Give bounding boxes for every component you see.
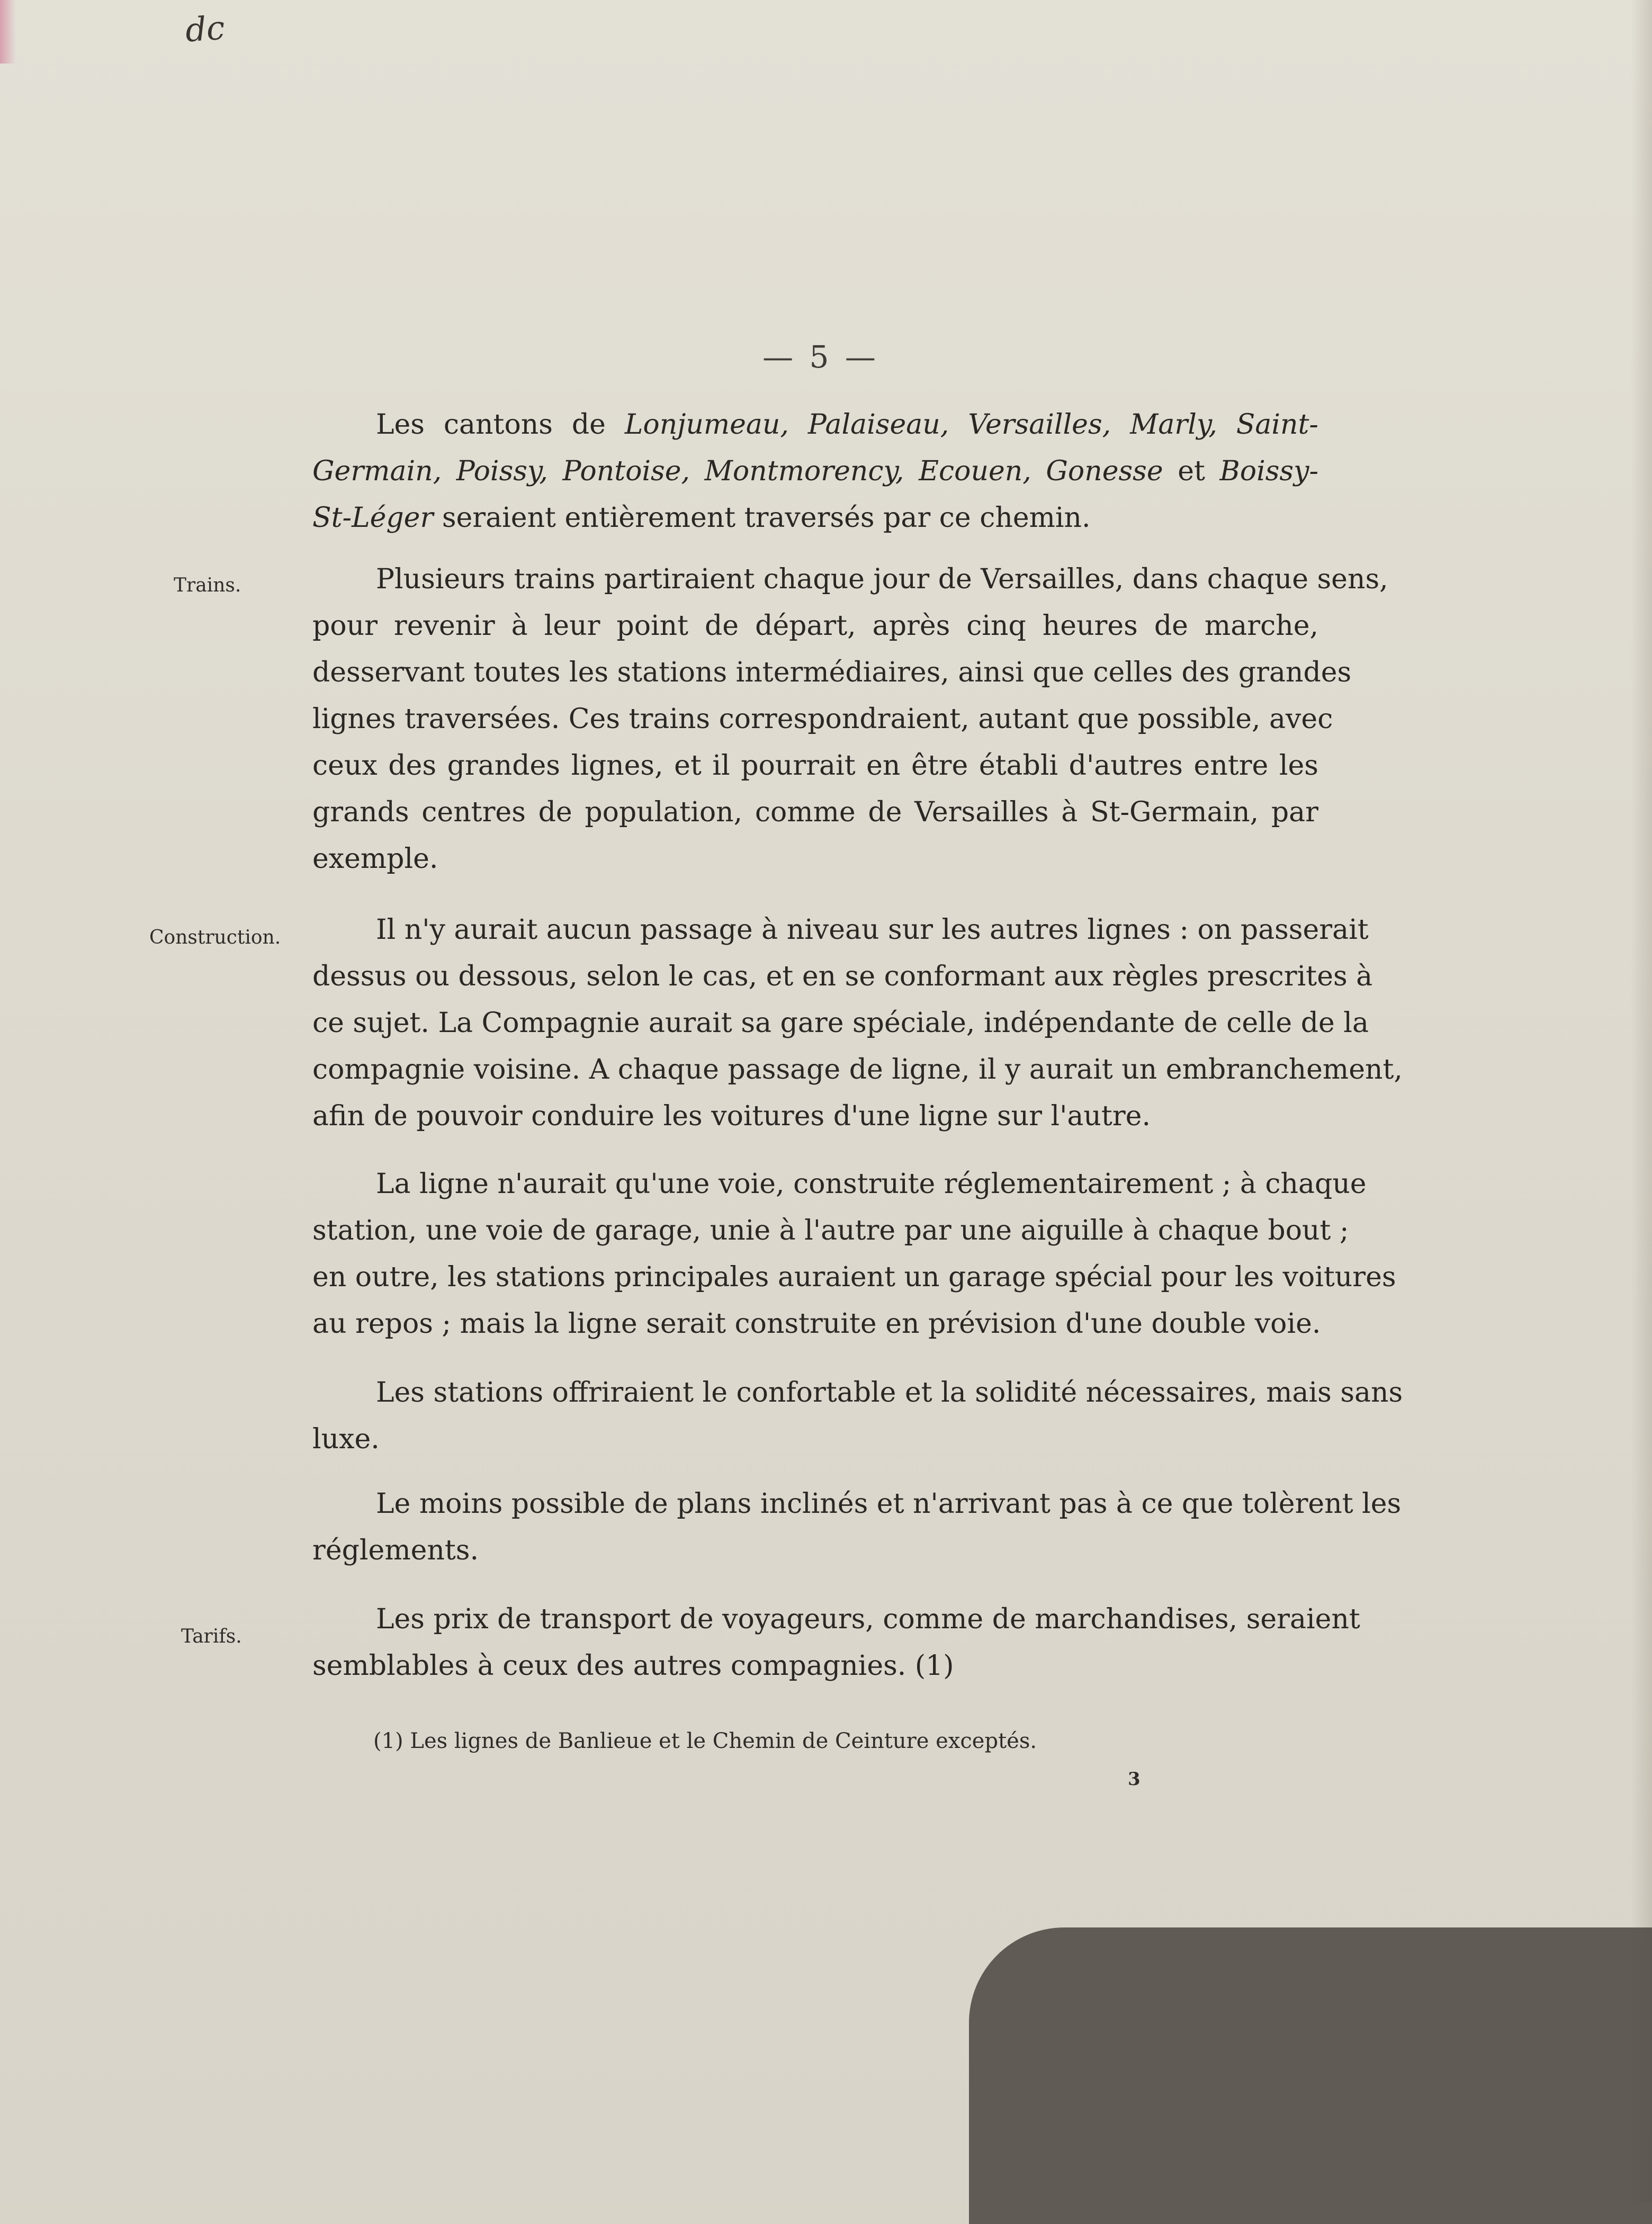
text-line: semblables à ceux des autres compagnies. (1) bbox=[312, 1650, 954, 1682]
text-line: Les stations offriraient le confortable et la solidité nécessaires, mais sans bbox=[376, 1377, 1403, 1409]
paragraph-plans bbox=[312, 1481, 1402, 1574]
text-line: Plusieurs trains partiraient chaque jour de Versailles, dans chaque sens, bbox=[376, 563, 1388, 595]
margin-note-trains: Trains. bbox=[174, 575, 241, 596]
text-line: compagnie voisine. A chaque passage de ligne, il y aurait un embranchement, bbox=[312, 1054, 1403, 1086]
paragraph-stations bbox=[312, 1369, 1403, 1463]
text-line: Il n'y aurait aucun passage à niveau sur les autres lignes : on passerait bbox=[376, 914, 1369, 946]
page-number: — 5 — bbox=[762, 339, 879, 375]
text-line: pour revenir à leur point de départ, après cinq heures de marche, bbox=[312, 610, 1318, 642]
paragraph-tarifs bbox=[312, 1596, 1360, 1689]
handwritten-annotation: dc bbox=[184, 8, 226, 50]
text-line: ce sujet. La Compagnie aurait sa gare spéciale, indépendante de celle de la bbox=[312, 1007, 1369, 1039]
paragraph-trains bbox=[312, 556, 1388, 882]
footnote: (1) Les lignes de Banlieue et le Chemin de Ceinture exceptés. bbox=[373, 1729, 1037, 1753]
text-line: station, une voie de garage, unie à l'autre par une aiguille à chaque bout ; bbox=[312, 1215, 1349, 1246]
text-line: afin de pouvoir conduire les voitures d'une ligne sur l'autre. bbox=[312, 1100, 1151, 1132]
binding-edge bbox=[0, 0, 16, 64]
margin-note-tarifs: Tarifs. bbox=[181, 1626, 242, 1647]
text-line: Les prix de transport de voyageurs, comme de marchandises, seraient bbox=[376, 1603, 1360, 1635]
paragraph-voie bbox=[312, 1161, 1396, 1347]
text-line: La ligne n'aurait qu'une voie, construite réglementairement ; à chaque bbox=[376, 1168, 1367, 1200]
text-line: ceux des grandes lignes, et il pourrait en être établi d'autres entre les bbox=[312, 750, 1318, 782]
text-line: grands centres de population, comme de Versailles à St-Germain, par bbox=[312, 796, 1318, 828]
signature-mark: 3 bbox=[1128, 1769, 1141, 1790]
text-line: desservant toutes les stations intermédiaires, ainsi que celles des grandes bbox=[312, 657, 1352, 688]
text-line: St-Léger seraient entièrement traversés par ce chemin. bbox=[312, 502, 1091, 534]
paragraph-cantons bbox=[312, 401, 1318, 541]
text-line: réglements. bbox=[312, 1535, 479, 1566]
text-line: lignes traversées. Ces trains correspondraient, autant que possible, avec bbox=[312, 703, 1333, 735]
text-line: en outre, les stations principales auraient un garage spécial pour les voitures bbox=[312, 1261, 1396, 1293]
text-line: Le moins possible de plans inclinés et n'arrivant pas à ce que tolèrent les bbox=[376, 1488, 1402, 1520]
paragraph-construction bbox=[312, 907, 1403, 1140]
text-line: exemple. bbox=[312, 843, 438, 875]
margin-note-construction: Construction. bbox=[149, 927, 281, 948]
text-line: luxe. bbox=[312, 1423, 380, 1455]
text-line: Germain, Poissy, Pontoise, Montmorency, Ecouen, Gonesse et Boissy- bbox=[312, 455, 1319, 487]
photo-shadow bbox=[969, 1927, 1652, 2224]
text-line: Les cantons de Lonjumeau, Palaiseau, Versailles, Marly, Saint- bbox=[376, 409, 1318, 441]
text-line: au repos ; mais la ligne serait construite en prévision d'une double voie. bbox=[312, 1308, 1321, 1340]
text-line: dessus ou dessous, selon le cas, et en se conformant aux règles prescrites à bbox=[312, 961, 1373, 992]
page-edge-shade bbox=[1631, 0, 1652, 2203]
